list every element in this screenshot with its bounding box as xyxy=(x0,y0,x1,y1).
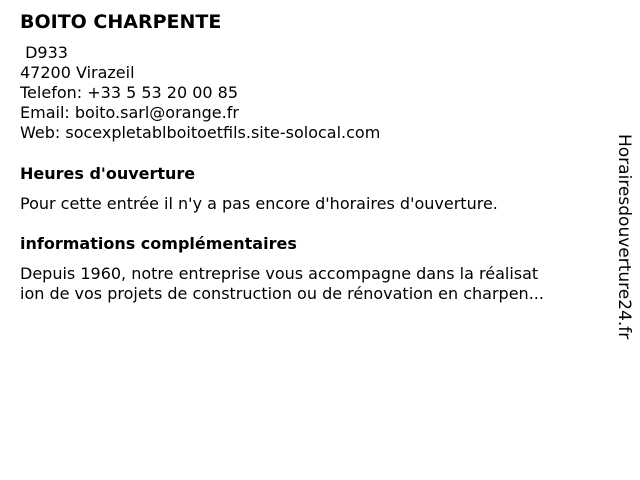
business-name: BOITO CHARPENTE xyxy=(20,11,222,33)
street-address: D933 xyxy=(20,43,68,62)
additional-info-text xyxy=(20,264,590,304)
opening-hours-heading: Heures d'ouverture xyxy=(20,164,196,183)
additional-info-line: ion de vos projets de construction ou de rénovation en charpen... xyxy=(20,284,544,303)
opening-hours-text: Pour cette entrée il n'y a pas encore d'horaires d'ouverture. xyxy=(20,194,498,213)
additional-info-line: Depuis 1960, notre entreprise vous accompagne dans la réalisat xyxy=(20,264,539,283)
phone-number: Telefon: +33 5 53 20 00 85 xyxy=(20,83,239,102)
contact-block xyxy=(20,43,380,143)
additional-info-heading: informations complémentaires xyxy=(20,234,297,253)
website: Web: socexpletablboitoetfils.site-solocal.com xyxy=(20,123,381,142)
site-brand-watermark: Horairesdouverture24.fr xyxy=(614,134,634,340)
postal-city: 47200 Virazeil xyxy=(20,63,135,82)
email-address: Email: boito.sarl@orange.fr xyxy=(20,103,239,122)
